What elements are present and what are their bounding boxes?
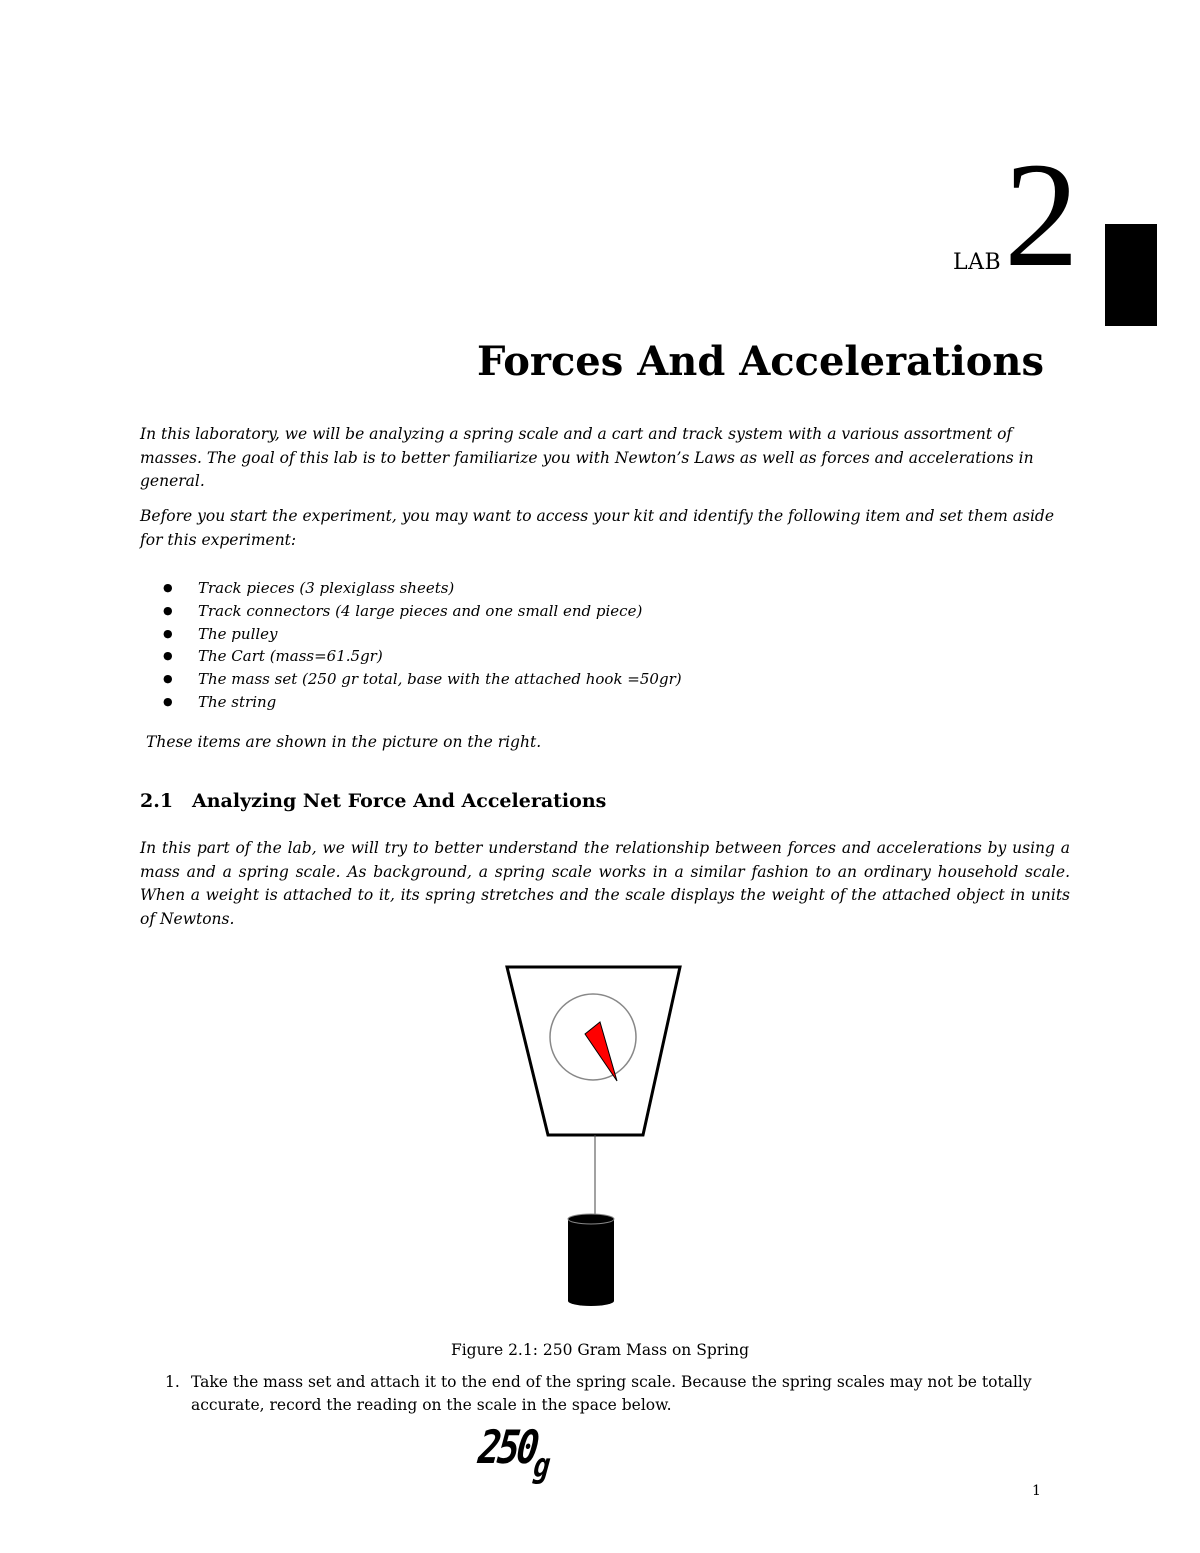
spring-scale-figure [490, 955, 700, 1315]
section-paragraph: In this part of the lab, we will try to better understand the relationship between forces and accelerations by using a mass and a spring scale. As background, a spring scale works in a similar fashion to an ordinary household scale. When a weight is attached to it, its spring stretches and the scale displays the weight of the attached object in units of Newtons. [140, 839, 1070, 928]
step-text: Take the mass set and attach it to the end of the spring scale. Because the spring scales may not be totally accurate, record the reading on the scale in the space below. [191, 1373, 1032, 1414]
section-heading [140, 790, 606, 812]
step-item [165, 1371, 1055, 1417]
handwritten-unit: g [531, 1446, 550, 1486]
list-item: ● The mass set (250 gr total, base with the attached hook =50gr) [163, 668, 682, 691]
lab-number: 2 [1004, 132, 1079, 298]
handwritten-answer [475, 1420, 552, 1486]
handwritten-value: 250 [475, 1420, 539, 1474]
section-number: 2.1 [140, 790, 174, 812]
page-number: 1 [1032, 1483, 1041, 1499]
section-title: Analyzing Net Force And Accelerations [192, 790, 607, 812]
list-item: ● Track pieces (3 plexiglass sheets) [163, 577, 682, 600]
page-title: Forces And Accelerations [476, 338, 1044, 385]
hanging-mass-bottom [568, 1296, 614, 1306]
figure-caption: Figure 2.1: 250 Gram Mass on Spring [450, 1341, 750, 1359]
intro-paragraph: In this laboratory, we will be analyzing a spring scale and a cart and track system with a various assortment of masses. The goal of this lab is to better familiarize you with Newton’s Laws as well as forces and accelerations in general. [140, 425, 1034, 490]
before-paragraph: Before you start the experiment, you may want to access your kit and identify the following item and set them aside for this experiment: [140, 507, 1055, 549]
hanging-mass-top [568, 1214, 614, 1224]
items-note: These items are shown in the picture on the right. [146, 733, 542, 751]
list-item: ● The pulley [163, 623, 682, 646]
chapter-tab [1105, 224, 1157, 326]
equipment-list [163, 577, 682, 714]
step-number: 1. [165, 1373, 180, 1391]
lab-label: LAB [953, 250, 1002, 275]
list-item: ● Track connectors (4 large pieces and one small end piece) [163, 600, 682, 623]
hanging-mass [568, 1219, 614, 1301]
list-item: ● The string [163, 691, 682, 714]
list-item: ● The Cart (mass=61.5gr) [163, 645, 682, 668]
